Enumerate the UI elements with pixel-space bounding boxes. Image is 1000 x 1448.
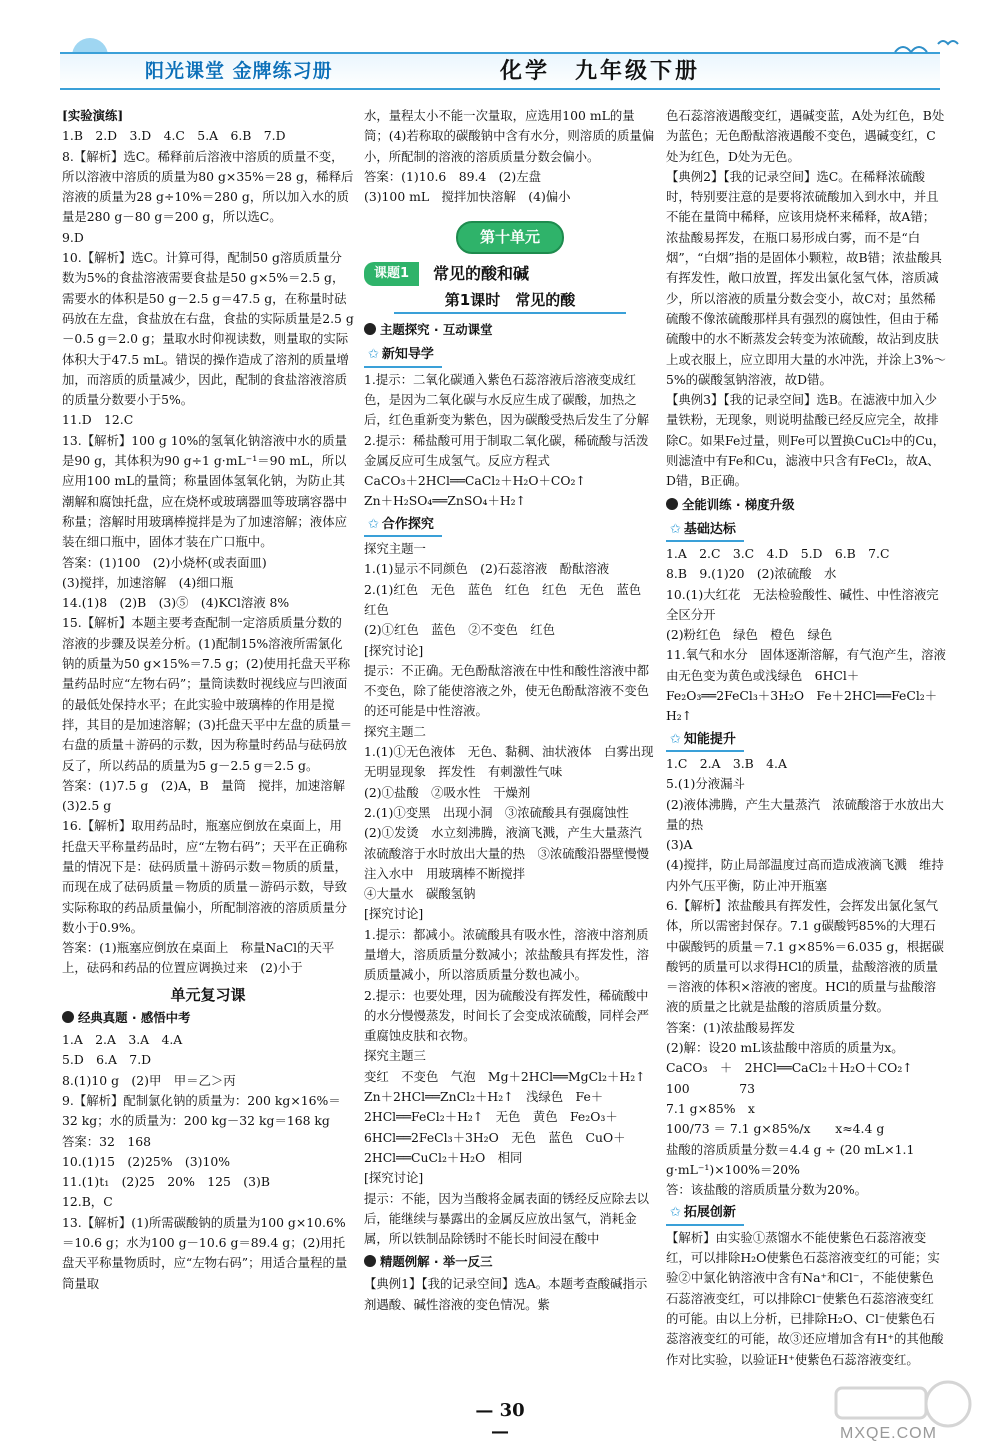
answer-line: [探究讨论]: [364, 642, 424, 658]
topic-row: [364, 262, 656, 286]
section-explore: 主题探究 · 互动课堂: [364, 320, 656, 340]
answer-line: (2)①盐酸 ②吸水性 干燥剂: [364, 784, 531, 800]
answers-group-d: [364, 1274, 656, 1315]
column-middle: [364, 106, 666, 1396]
answer-line: 1.提示：二氧化碳通入紫色石蕊溶液后溶液变成红色，是因为二氧化碳与水反应生成了碳酸，加热之后，红色重新变为紫色，因为碳酸受热后发生了分解: [364, 371, 649, 428]
section-label-practice: [实验演练]: [62, 108, 124, 123]
answer-line: (3)100 mL 搅拌加快溶解 (4)偏小: [364, 189, 571, 205]
answer-line: 11.D 12.C: [62, 412, 134, 428]
answer-line: 1.A 2.A 3.A 4.A: [62, 1032, 183, 1048]
star-icon: ✩: [670, 731, 681, 747]
answer-line: [探究讨论]: [364, 1170, 424, 1186]
answer-line: (3)搅拌，加速溶解 (4)细口瓶: [62, 574, 234, 590]
answer-line: 100/73 ＝ 7.1 g×85%/x x≈4.4 g: [666, 1121, 885, 1137]
topic-badge: 课题1: [364, 262, 419, 286]
answers-group-d: [666, 1228, 946, 1370]
answer-line: 盐酸的溶质质量分数＝4.4 g ÷ (20 mL×1.1 g·mL⁻¹)×100%＝20%: [666, 1141, 919, 1177]
answer-line: 9.D: [62, 229, 84, 245]
answer-line: (3)A: [666, 837, 693, 853]
unit-badge-wrap: [364, 221, 656, 253]
answer-line: 【典例2】【我的记录空间】选C。在稀释浓硫酸时，特别要注意的是要将浓硫酸加入到水中，并且不能在量筒中稀释，应该用烧杯来稀释，故A错；浓盐酸易挥发，在瓶口易形成白雾，而不是“白烟”，“白烟”指的是固体小颗粒，故B错；浓盐酸具有挥发性，敞口放置，挥发出氯化氢气体，溶质减少，所以溶液的质量分数会变小，故C对；虽然稀硫酸不像浓硫酸那样具有强烈的腐蚀性，但由于稀硫酸中的水不断蒸发会转变为浓硫酸，故沾到皮肤上或衣服上，应立即用大量的水冲洗，并涂上3%～5%的碳酸氢钠溶液，故D错。: [666, 168, 946, 387]
heading-expand: ✩ 拓展创新: [666, 1203, 744, 1225]
answers-group-b: [62, 1030, 354, 1294]
section-classic: 经典真题 · 感悟中考: [62, 1008, 354, 1028]
answer-line: 8.(1)10 g (2)甲 甲＝乙＞丙: [62, 1072, 236, 1088]
answer-line: 6.【解析】浓盐酸具有挥发性，会挥发出氯化氢气体，所以需密封保存。7.1 g碳酸钙85%的大理石中碳酸钙的质量＝7.1 g×85%＝6.035 g，根据碳酸钙的质量可以求得HCl的质量，盐酸溶液的质量＝溶液的体积×溶液的密度。HCl的质量与盐酸溶液的质量之比就是盐酸的溶质质量分数。: [666, 897, 944, 1015]
answer-line: 5.(1)分液漏斗: [666, 776, 745, 792]
answer-line: 2.提示：稀盐酸可用于制取二氧化碳，稀硫酸与活泼金属反应可生成氢气。反应方程式: [364, 432, 649, 468]
section-marker-icon: [364, 323, 376, 335]
answer-line: 2.(1)①变黑 出现小洞 ③浓硫酸具有强腐蚀性: [364, 804, 629, 820]
answer-line: [探究讨论]: [364, 906, 424, 922]
answer-line: (2)粉红色 绿色 橙色 绿色: [666, 627, 833, 643]
answers-group-a: [364, 106, 656, 207]
answer-line: 1.C 2.A 3.B 4.A: [666, 755, 787, 771]
birds-icon: [890, 34, 970, 64]
answer-line: 1.B 2.D 3.D 4.C 5.A 6.B 7.D: [62, 128, 286, 144]
answer-line: (2)液体沸腾，产生大量蒸汽 浓硫酸溶于水放出大量的热: [666, 796, 944, 832]
answer-line: 水，量程太小不能一次量取，应选用100 mL的量筒；(4)若称取的碳酸钠中含有水分，则溶质的质量偏小，所配制的溶液的溶质质量分数会偏小。: [364, 108, 655, 164]
answer-line: 1.A 2.C 3.C 4.D 5.D 6.B 7.C: [666, 545, 890, 561]
answer-line: CaCO₃＋2HCl══CaCl₂＋H₂O＋CO₂↑: [364, 473, 586, 489]
topic-title: 常见的酸和碱: [433, 263, 530, 283]
answer-line: 探究主题二: [364, 723, 426, 739]
answer-line: 色石蕊溶液遇酸变红，遇碱变蓝，A处为红色，B处为蓝色；无色酚酞溶液遇酸不变色，遇碱变红，C处为红色，D处为无色。: [666, 108, 945, 164]
answer-line: 10.(1)15 (2)25% (3)10%: [62, 1153, 230, 1169]
section-marker-icon: [364, 1255, 376, 1267]
answer-line: 2.提示：也要处理，因为硫酸没有挥发性，稀硫酸中的水分慢慢蒸发，时间长了会变成浓硫酸，同样会严重腐蚀皮肤和衣物。: [364, 987, 649, 1044]
answer-line: (2)①红色 蓝色 ②不变色 红色: [364, 622, 556, 638]
answer-line: 8.【解析】选C。稀释前后溶液中溶质的质量不变，所以溶液中溶质的质量为80 g×35%＝28 g，稀释后溶液的质量为28 g÷10%＝280 g，所以加入水的质量是280 g－80 g＝200 g，所以选C。: [62, 148, 354, 225]
answer-line: (4)搅拌，防止局部温度过高而造成液滴飞溅 维持内外气压平衡，防止冲开瓶塞: [666, 857, 944, 893]
answers-group-a: [666, 106, 946, 492]
answers-group-c: [666, 754, 946, 1201]
answer-line: 答案：(1)100 (2)小烧杯(或表面皿): [62, 554, 267, 570]
section-train: 全能训练 · 梯度升级: [666, 495, 946, 515]
answer-line: ④大量水 碳酸氢钠: [364, 886, 476, 902]
answer-line: 答：该盐酸的溶质质量分数为20%。: [666, 1182, 868, 1198]
answer-line: 14.(1)8 (2)B (3)⑤ (4)KCl溶液 8%: [62, 595, 290, 611]
answer-columns: [62, 106, 946, 1396]
answer-line: 提示：不能，因为当酸将金属表面的锈经反应除去以后，能继续与暴露出的金属反应放出氢气，消耗金属，所以铁制品除锈时不能长时间浸在酸中: [364, 1190, 649, 1247]
answer-line: 10.【解析】选C。计算可得，配制50 g溶质质量分数为5%的食盐溶液需要食盐是50 g×5%＝2.5 g，需要水的体积是50 g－2.5 g＝47.5 g，在称量时砝码放在左盘，食盐放在右盘，食盐的实际质量是2.5 g－0.5 g＝2.0 g；量取水时仰视读数，则量取的实际体积大于47.5 mL。错误的操作造成了溶剂的质量增加，而溶质的质量减少，因此，配制的食盐溶液溶质的质量分数要小于5%。: [62, 250, 354, 408]
answers-group-c: [364, 539, 666, 1249]
answer-line: 7.1 g×85% x: [666, 1100, 755, 1116]
answer-line: CaCO₃ ＋ 2HCl══CaCl₂＋H₂O＋CO₂↑: [666, 1060, 913, 1076]
answer-line: (2)①发烫 水立刻沸腾，液滴飞溅，产生大量蒸汽 浓硫酸溶于水时放出大量的热 ③浓硫酸沿器壁慢慢注入水中 用玻璃棒不断搅拌: [364, 825, 655, 881]
answer-line: 1.(1)①无色液体 无色、黏稠、油状液体 白雾出现 无明显现象 挥发性 有刺激性气味: [364, 744, 666, 780]
answer-line: 【典例1】【我的记录空间】选A。本题考查酸碱指示剂遇酸、碱性溶液的变色情况。紫: [364, 1276, 648, 1312]
heading-new-knowledge: ✩ 新知导学: [364, 345, 442, 367]
answer-line: 11.氧气和水分 固体逐渐溶解，有气泡产生，溶液由无色变为黄色或浅绿色 6HCl＋Fe₂O₃══2FeCl₃＋3H₂O Fe＋2HCl══FeCl₂＋H₂↑: [666, 647, 946, 724]
answer-line: 变红 不变色 气泡 Mg＋2HCl══MgCl₂＋H₂↑ Zn＋2HCl══ZnCl₂＋H₂↑ 浅绿色 Fe＋2HCl══FeCl₂＋H₂↑ 无色 黄色 Fe₂O₃＋6HCl══2FeCl₃＋3H₂O 无色 蓝色 CuO＋2HCl══CuCl₂＋H₂O 相同: [364, 1068, 658, 1165]
answer-line: 16.【解析】取用药品时，瓶塞应倒放在桌面上，用托盘天平称量药品时，应“左物右码”；天平在正确称量的情况下是：砝码质量＋游码示数＝物质的质量，而现在成了砝码质量＝物质的质量－游码示数，导致实际称取的药品质量偏小，所配制溶液的溶质质量分数小于0.9%。: [62, 818, 348, 935]
answer-line: 提示：不正确。无色酚酞溶液在中性和酸性溶液中都不变色，除了能使溶液之外，使无色酚酞溶液不变色的还可能是中性溶液。: [364, 662, 649, 719]
answer-line: 探究主题一: [364, 541, 426, 557]
heading-improve: ✩ 知能提升: [666, 730, 744, 752]
section-marker-icon: [62, 1011, 74, 1023]
answer-line: 答案：(1)10.6 89.4 (2)左盘: [364, 168, 542, 184]
page-number: — 30 —: [475, 1400, 525, 1442]
series-title: 阳光课堂 金牌练习册: [145, 60, 333, 82]
answer-line: Zn＋H₂SO₄══ZnSO₄＋H₂↑: [364, 493, 527, 509]
review-title: 单元复习课: [170, 985, 246, 1004]
lesson-title: 第1课时 常见的酸: [394, 290, 626, 314]
unit-badge: 第十单元: [456, 221, 564, 253]
answer-line: 5.D 6.A 7.D: [62, 1052, 152, 1068]
answer-line: 答案：(1)7.5 g (2)A，B 量筒 搅拌，加速溶解 (3)2.5 g: [62, 777, 358, 814]
answer-line: 12.B，C: [62, 1194, 113, 1210]
watermark-text: MXQE.COM: [840, 1425, 937, 1442]
star-icon: ✩: [670, 521, 681, 537]
heading-cooperate: ✩ 合作探究: [364, 515, 442, 537]
answer-line: 13.【解析】100 g 10%的氢氧化钠溶液中水的质量是90 g，其体积为90 g÷1 g·mL⁻¹＝90 mL，所以应用100 mL的量筒；称量固体氢氧化钠，为防止其潮解和腐蚀托盘，应在烧杯或玻璃器皿等玻璃容器中称量；溶解时用玻璃棒搅拌是为了加速溶解；液体应装在细口瓶中，固体才装在广口瓶中。: [62, 432, 347, 550]
answer-line: 15.【解析】本题主要考查配制一定溶质质量分数的溶液的步骤及误差分析。(1)配制15%溶液所需氯化钠的质量为50 g×15%＝7.5 g；(2)使用托盘天平称量药品时应“左物右码”；量筒读数时视线应与凹液面的最低处保持水平；在此实验中玻璃棒的作用是搅拌，其目的是加速溶解；(3)托盘天平中左盘的质量＝右盘的质量＋游码的示数，因为称量时药品与砝码放反了，所以药品的质量为5 g－2.5 g＝2.5 g。: [62, 615, 353, 773]
book-title: 化学 九年级下册: [500, 58, 701, 84]
page-header: [60, 30, 940, 100]
star-icon: ✩: [368, 347, 379, 363]
answer-line: 10.(1)大红花 无法检验酸性、碱性、中性溶液完全区分开: [666, 586, 939, 622]
answer-line: 2.(1)红色 无色 蓝色 红色 红色 无色 蓝色 红色: [364, 581, 654, 617]
star-icon: ✩: [670, 1205, 681, 1221]
answer-line: 100 73: [666, 1080, 755, 1096]
heading-basic: ✩ 基础达标: [666, 520, 744, 542]
answer-line: 13.【解析】(1)所需碳酸钠的质量为100 g×10.6%＝10.6 g；水为100 g－10.6 g＝89.4 g；(2)用托盘天平称量物质时，应“左物右码”；用适合量程的量筒量取: [62, 1214, 348, 1291]
answer-line: 11.(1)t₁ (2)25 20% 125 (3)B: [62, 1174, 270, 1190]
column-left: [62, 106, 358, 1396]
answer-line: 探究主题三: [364, 1048, 426, 1064]
answer-line: 【典例3】【我的记录空间】选B。在滤液中加入少量铁粉，无现象，则说明盐酸已经反应完全，故排除C。如果Fe过量，则Fe可以置换CuCl₂中的Cu，则滤渣中有Fe和Cu，滤液中只含有FeCl₂，故A、D错，B正确。: [666, 392, 946, 489]
answer-line: 1.(1)显示不同颜色 (2)石蕊溶液 酚酞溶液: [364, 561, 610, 577]
answers-group-b: [364, 370, 656, 512]
answer-line: 【解析】由实验①蒸馏水不能使紫色石蕊溶液变红，可以排除H₂O使紫色石蕊溶液变红的可能；实验②中氯化钠溶液中含有Na⁺和Cl⁻，不能使紫色石蕊溶液变红，可以排除Cl⁻使紫色石蕊溶液变红的可能。由以上分析，已排除H₂O、Cl⁻使紫色石蕊溶液变红的可能，故③还应增加含有H⁺的其他酸作对比实验，以验证H⁺使紫色石蕊溶液变红。: [666, 1229, 944, 1367]
column-right: [666, 106, 946, 1396]
answer-line: 8.B 9.(1)20 (2)浓硫酸 水: [666, 566, 837, 582]
answers-group-b: [666, 544, 946, 727]
answer-line: 答案：(1)浓盐酸易挥发: [666, 1019, 796, 1035]
section-marker-icon: [666, 498, 678, 510]
answer-line: 答案：32 168: [62, 1133, 151, 1149]
answer-line: 9.【解析】配制氯化钠的质量为：200 kg×16%＝32 kg；水的质量为：200 kg－32 kg＝168 kg: [62, 1092, 341, 1129]
star-icon: ✩: [368, 516, 379, 532]
answer-line: (2)解：设20 mL该盐酸中溶质的质量为x。: [666, 1040, 904, 1056]
answers-group-a: [62, 126, 358, 978]
answer-line: 答案：(1)瓶塞应倒放在桌面上 称量NaCl的天平上，砝码和药品的位置应调换过来 (2)小于: [62, 940, 335, 976]
answer-line: 1.提示：都减小。浓硫酸具有吸水性，溶液中溶剂质量增大，溶质质量分数减小；浓盐酸具有挥发性，溶质质量减小，所以溶质质量分数也减小。: [364, 926, 649, 983]
section-example: 精题例解 · 举一反三: [364, 1252, 656, 1272]
